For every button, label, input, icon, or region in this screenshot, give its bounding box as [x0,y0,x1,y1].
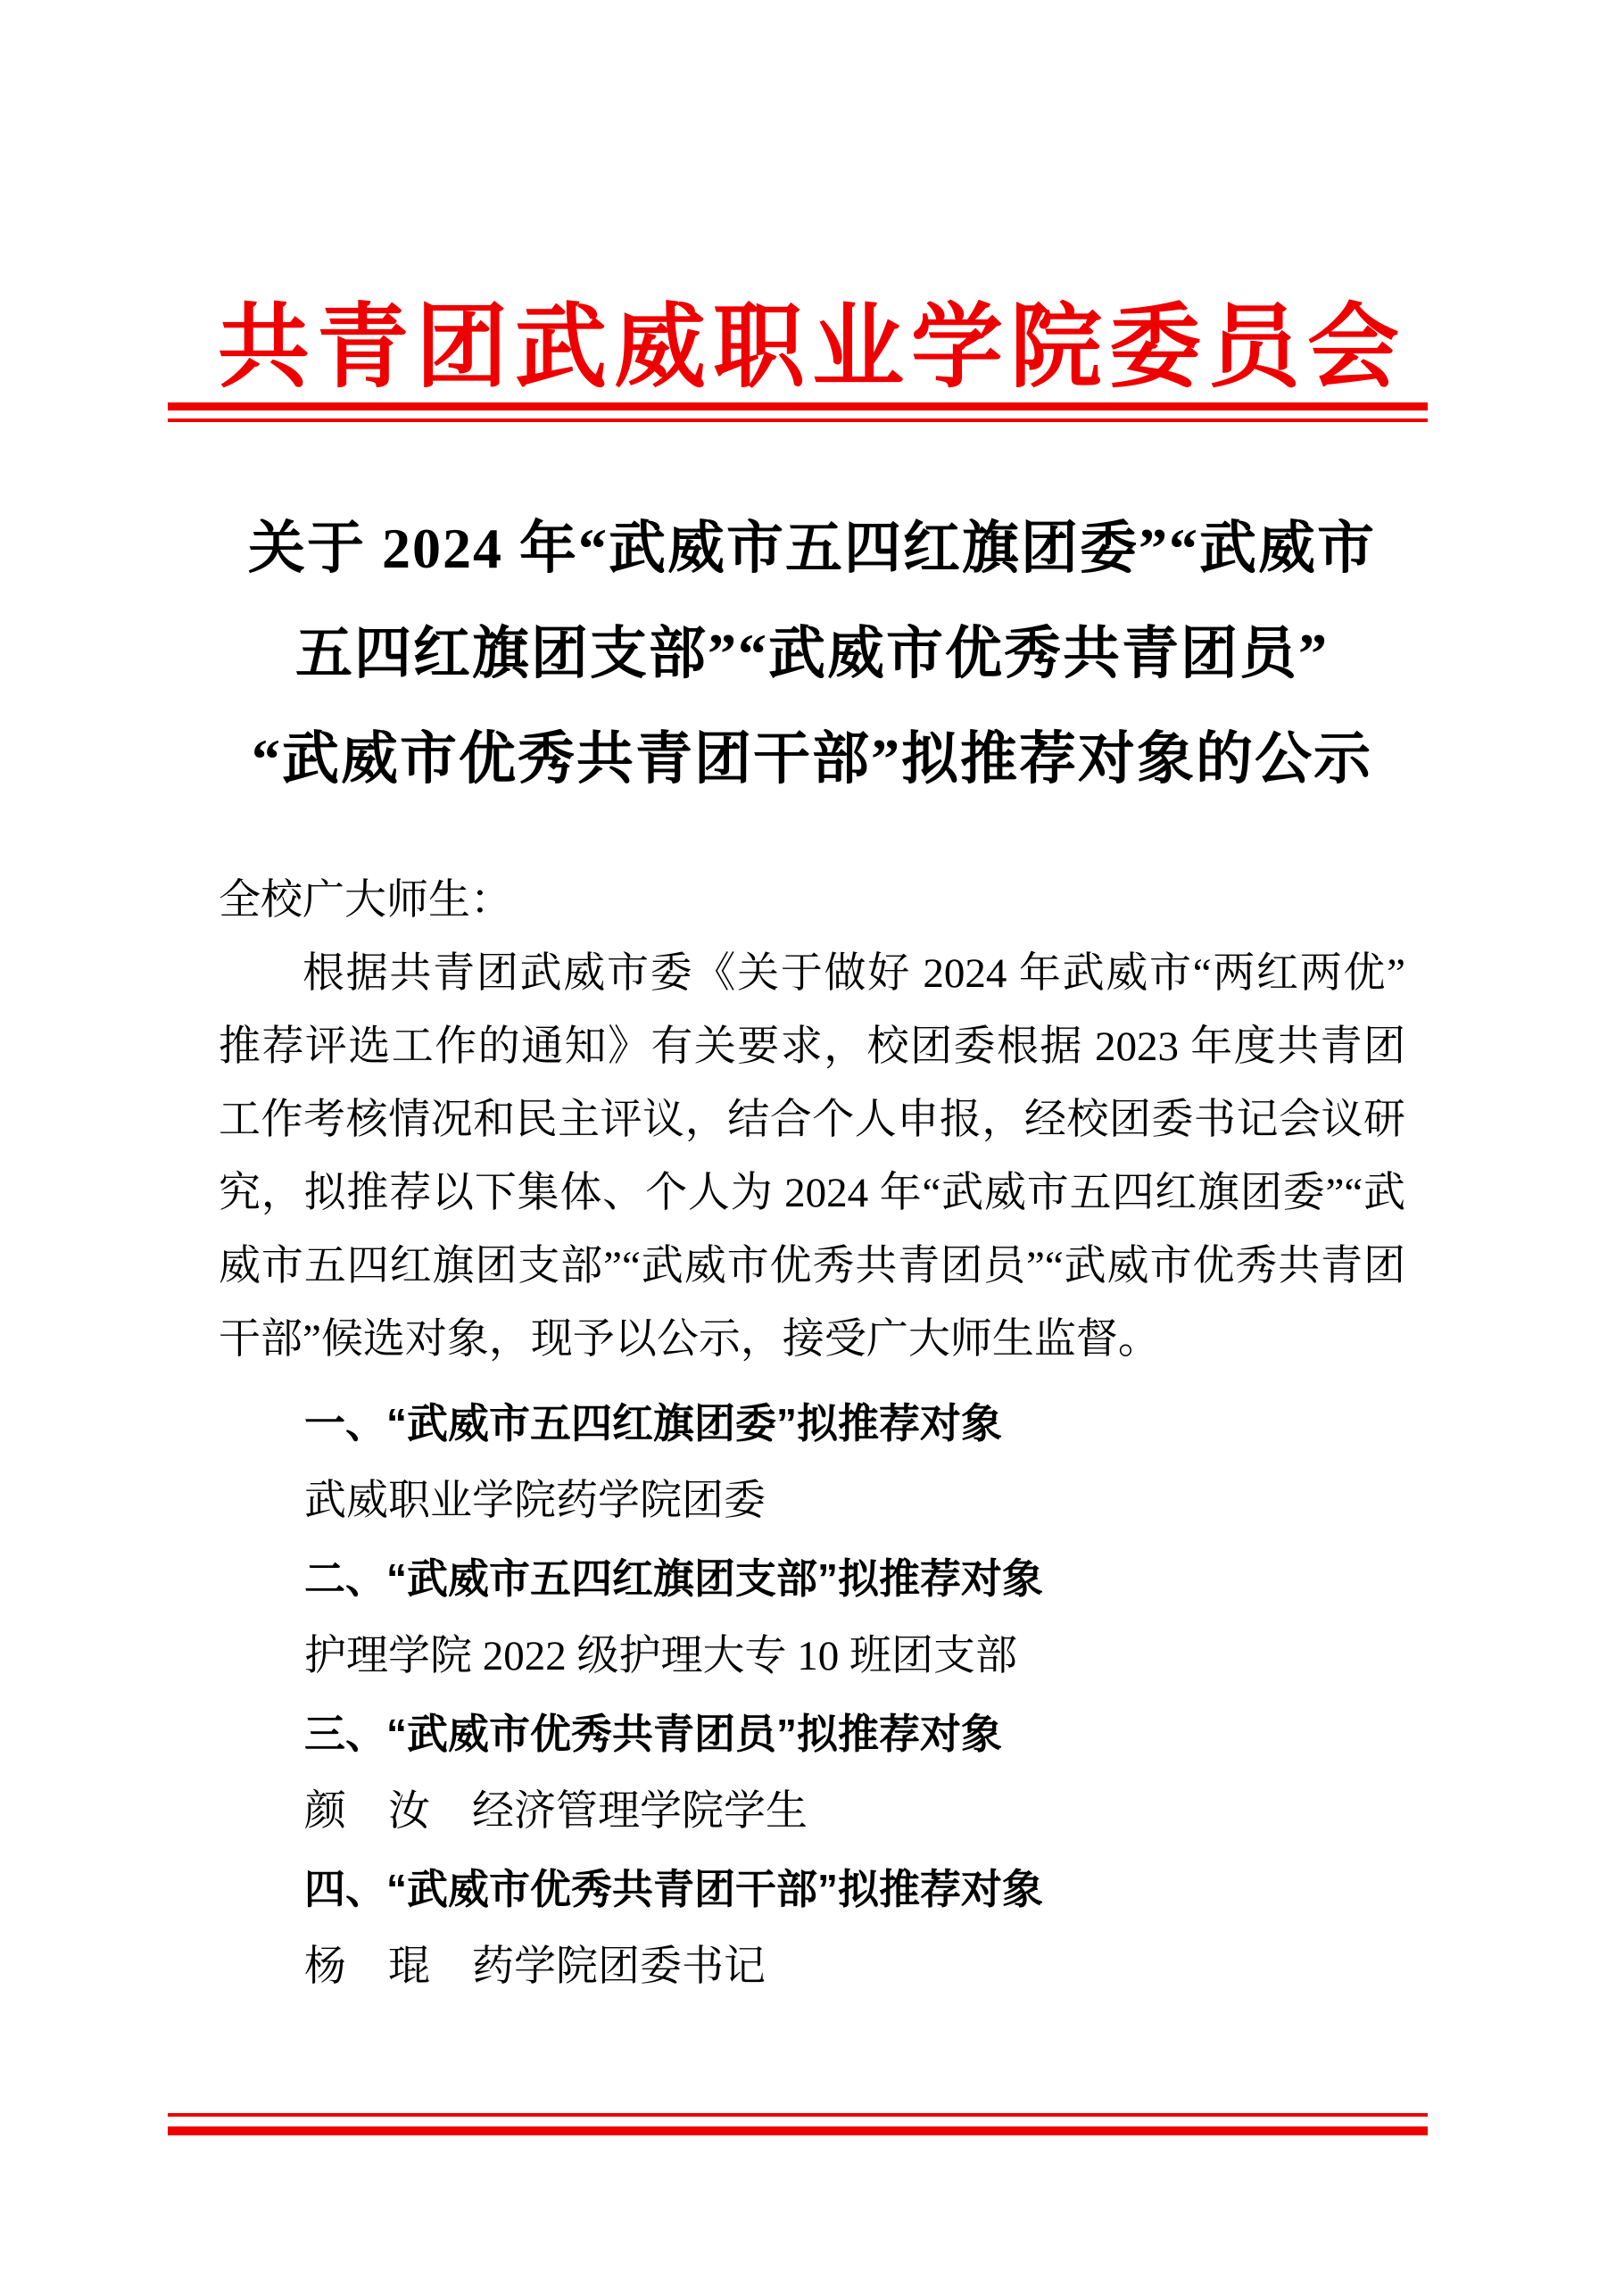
header-rule-thick [168,402,1428,410]
document-title [116,496,1508,812]
body-block [219,864,1405,1376]
section-heading-2: 二、“武威市五四红旗团支部”拟推荐对象 [304,1555,1043,1602]
section-heading-1: 一、“武威市五四红旗团委”拟推荐对象 [304,1400,1002,1446]
section-heading-4: 四、“武威市优秀共青团干部”拟推荐对象 [304,1866,1043,1912]
section-heading-3: 三、“武威市优秀共青团员”拟推荐对象 [304,1711,1002,1757]
section-content-3: 颜 汝 经济管理学院学生 [304,1788,808,1835]
document-title-line-2: 五四红旗团支部”“武威市优秀共青团员” [295,622,1329,685]
body-paragraph: 根据共青团武威市委《关于做好 2024 年武威市“两红两优”推荐评选工作的通知》有关要求，校团委根据 2023 年度共青团工作考核情况和民主评议，结合个人申报，经校团委书记会议研究，拟推荐以下集体、个人为 2024 年“武威市五四红旗团委”“武威市五四红旗团支部”“武威市优秀共青团员”“武威市优秀共青团干部”候选对象，现予以公示，接受广大师生监督。 [219,950,1405,1363]
section-content-2: 护理学院 2022 级护理大专 10 班团支部 [304,1633,1017,1679]
recommendation-sections [219,1385,1405,2006]
footer-rule-thin [168,2113,1428,2117]
section-content-1: 武威职业学院药学院团委 [304,1478,766,1524]
document-title-line-3: “武威市优秀共青团干部”拟推荐对象的公示 [252,727,1372,791]
salutation: 全校广大师生： [219,877,512,924]
footer-rule-thick [168,2126,1428,2135]
masthead-title: 共青团武威职业学院委员会 [218,297,1406,399]
header-rule-thin [168,419,1428,422]
section-content-4: 杨 琨 药学院团委书记 [304,1944,766,1990]
document-title-line-1: 关于 2024 年“武威市五四红旗团委”“武威市 [248,517,1376,580]
